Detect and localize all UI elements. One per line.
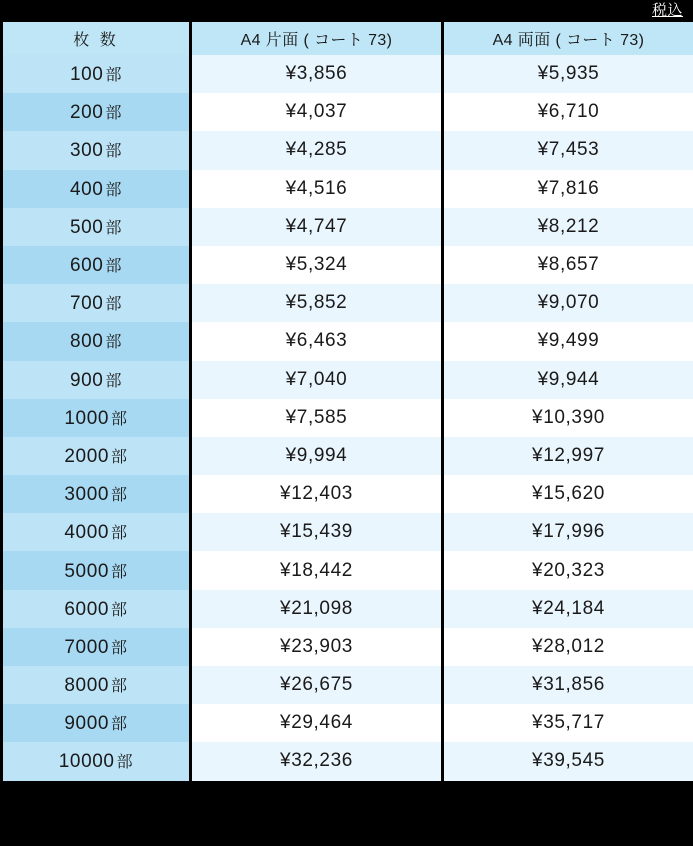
cell-quantity [2, 170, 191, 208]
quantity-value: 10000 [58, 751, 115, 773]
cell-quantity [2, 361, 191, 399]
quantity-value: 700 [69, 293, 104, 315]
table-row [2, 513, 693, 551]
table-row [2, 742, 693, 780]
quantity-unit: 部 [111, 410, 128, 428]
table-row [2, 628, 693, 666]
cell-price-single-side: ¥6,463 [191, 322, 443, 360]
cell-price-double-side: ¥8,657 [443, 246, 693, 284]
cell-price-double-side: ¥9,499 [443, 322, 693, 360]
quantity-value: 800 [69, 331, 104, 353]
cell-price-single-side: ¥29,464 [191, 704, 443, 742]
quantity-unit: 部 [111, 563, 128, 581]
quantity-value: 600 [69, 255, 104, 277]
cell-price-single-side: ¥4,037 [191, 93, 443, 131]
quantity-value: 2000 [64, 445, 110, 467]
quantity-value: 100 [69, 64, 104, 86]
quantity-value: 5000 [64, 560, 110, 582]
table-row [2, 666, 693, 704]
table-row [2, 361, 693, 399]
cell-quantity [2, 322, 191, 360]
table-row [2, 590, 693, 628]
table-row [2, 551, 693, 589]
cell-price-double-side: ¥28,012 [443, 628, 693, 666]
table-row [2, 93, 693, 131]
table-row [2, 170, 693, 208]
column-header-single-side: A4 片面 ( コート 73) [191, 22, 443, 55]
quantity-unit: 部 [111, 448, 128, 466]
cell-quantity [2, 551, 191, 589]
cell-price-double-side: ¥7,453 [443, 131, 693, 169]
quantity-unit: 部 [111, 601, 128, 619]
cell-price-double-side: ¥6,710 [443, 93, 693, 131]
cell-price-single-side: ¥4,516 [191, 170, 443, 208]
quantity-value: 400 [69, 178, 104, 200]
cell-price-single-side: ¥21,098 [191, 590, 443, 628]
cell-quantity [2, 742, 191, 780]
quantity-value: 8000 [64, 675, 110, 697]
cell-price-double-side: ¥8,212 [443, 208, 693, 246]
cell-quantity [2, 55, 191, 93]
cell-price-double-side: ¥12,997 [443, 437, 693, 475]
cell-price-double-side: ¥9,944 [443, 361, 693, 399]
quantity-value: 6000 [64, 598, 110, 620]
quantity-value: 500 [69, 216, 104, 238]
quantity-value: 300 [69, 140, 104, 162]
cell-price-double-side: ¥15,620 [443, 475, 693, 513]
quantity-unit: 部 [116, 754, 134, 772]
cell-price-single-side: ¥7,585 [191, 399, 443, 437]
quantity-unit: 部 [105, 219, 123, 237]
cell-price-single-side: ¥26,675 [191, 666, 443, 704]
quantity-value: 900 [69, 369, 104, 391]
cell-price-double-side: ¥31,856 [443, 666, 693, 704]
cell-quantity [2, 246, 191, 284]
quantity-value: 200 [69, 102, 104, 124]
quantity-value: 1000 [64, 407, 110, 429]
quantity-unit: 部 [111, 678, 128, 696]
cell-quantity [2, 131, 191, 169]
cell-price-double-side: ¥7,816 [443, 170, 693, 208]
cell-quantity [2, 437, 191, 475]
cell-price-single-side: ¥9,994 [191, 437, 443, 475]
quantity-unit: 部 [105, 143, 123, 161]
cell-price-single-side: ¥7,040 [191, 361, 443, 399]
column-header-double-side: A4 両面 ( コート 73) [443, 22, 693, 55]
cell-quantity [2, 590, 191, 628]
cell-price-single-side: ¥5,852 [191, 284, 443, 322]
table-row [2, 246, 693, 284]
cell-price-double-side: ¥9,070 [443, 284, 693, 322]
quantity-unit: 部 [105, 334, 123, 352]
quantity-unit: 部 [105, 258, 123, 276]
quantity-unit: 部 [105, 181, 123, 199]
cell-quantity [2, 93, 191, 131]
quantity-unit: 部 [105, 105, 123, 123]
table-row [2, 475, 693, 513]
quantity-unit: 部 [105, 296, 123, 314]
table-row [2, 284, 693, 322]
cell-price-double-side: ¥5,935 [443, 55, 693, 93]
cell-price-double-side: ¥10,390 [443, 399, 693, 437]
cell-price-double-side: ¥35,717 [443, 704, 693, 742]
table-header-row [2, 22, 693, 55]
table-row [2, 208, 693, 246]
cell-price-single-side: ¥15,439 [191, 513, 443, 551]
cell-price-single-side: ¥4,747 [191, 208, 443, 246]
cell-quantity [2, 284, 191, 322]
quantity-unit: 部 [105, 67, 123, 85]
cell-price-double-side: ¥17,996 [443, 513, 693, 551]
table-row [2, 322, 693, 360]
cell-price-single-side: ¥4,285 [191, 131, 443, 169]
cell-price-single-side: ¥5,324 [191, 246, 443, 284]
quantity-value: 4000 [64, 522, 110, 544]
quantity-value: 9000 [64, 713, 110, 735]
cell-price-single-side: ¥3,856 [191, 55, 443, 93]
quantity-unit: 部 [111, 525, 128, 543]
quantity-unit: 部 [111, 639, 128, 657]
cell-quantity [2, 628, 191, 666]
tax-included-note: 税込 [651, 2, 683, 19]
cell-quantity [2, 704, 191, 742]
cell-price-double-side: ¥24,184 [443, 590, 693, 628]
quantity-unit: 部 [111, 487, 128, 505]
cell-quantity [2, 513, 191, 551]
quantity-unit: 部 [111, 716, 128, 734]
tax-note-row [0, 0, 693, 22]
cell-quantity [2, 475, 191, 513]
quantity-value: 7000 [64, 636, 110, 658]
table-row [2, 55, 693, 93]
cell-quantity [2, 666, 191, 704]
cell-price-single-side: ¥12,403 [191, 475, 443, 513]
cell-price-single-side: ¥18,442 [191, 551, 443, 589]
column-header-quantity: 枚 数 [2, 22, 191, 55]
cell-price-double-side: ¥39,545 [443, 742, 693, 780]
cell-price-single-side: ¥23,903 [191, 628, 443, 666]
cell-quantity [2, 208, 191, 246]
cell-price-single-side: ¥32,236 [191, 742, 443, 780]
table-row [2, 704, 693, 742]
quantity-unit: 部 [105, 372, 123, 390]
table-row [2, 437, 693, 475]
table-row [2, 131, 693, 169]
quantity-value: 3000 [64, 484, 110, 506]
table-body [2, 55, 693, 781]
table-row [2, 399, 693, 437]
cell-quantity [2, 399, 191, 437]
pricing-table [0, 22, 693, 781]
cell-price-double-side: ¥20,323 [443, 551, 693, 589]
